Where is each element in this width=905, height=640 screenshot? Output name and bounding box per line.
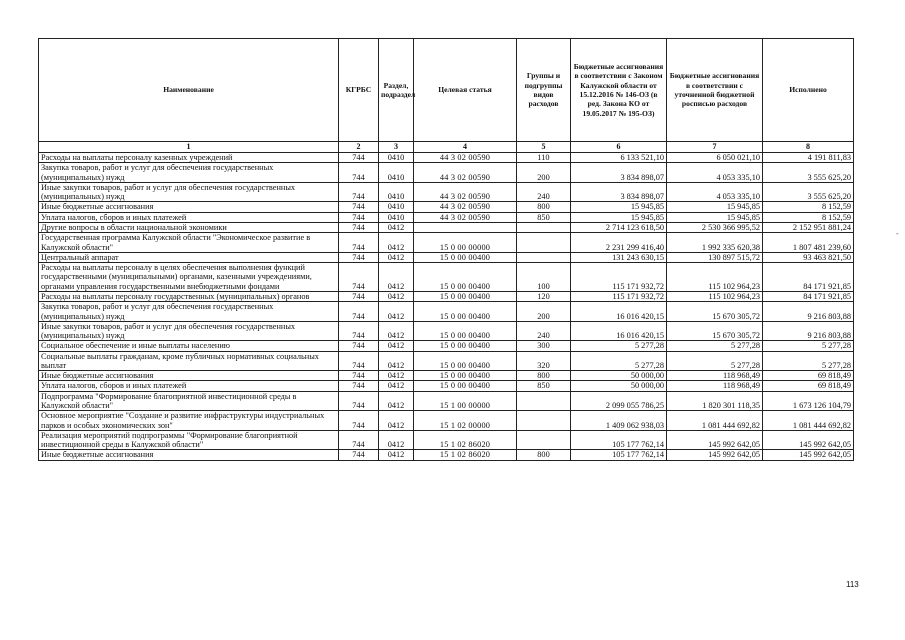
- row-budget-list: 2 530 366 995,52: [667, 222, 763, 232]
- column-number: 7: [667, 142, 763, 153]
- row-kgrbs: 744: [339, 182, 379, 202]
- row-name: Уплата налогов, сборов и иных платежей: [39, 381, 339, 391]
- row-target: 44 3 02 00590: [414, 163, 517, 183]
- table-row: [39, 182, 854, 202]
- row-executed: 1 807 481 239,60: [763, 233, 854, 253]
- table-row: [39, 291, 854, 301]
- row-expense-group: 850: [517, 381, 571, 391]
- row-budget-list: 118 968,49: [667, 371, 763, 381]
- row-section: 0412: [379, 302, 414, 322]
- table-row: [39, 302, 854, 322]
- header-budget-law: Бюджетные ассигнования в соответствии с Законом Калужской области от 15.12.2016 № 146-ОЗ (в ред. Закона КО от 19.05.2017 № 195-ОЗ): [571, 39, 667, 142]
- table-row: [39, 351, 854, 371]
- row-budget-list: 130 897 515,72: [667, 252, 763, 262]
- row-kgrbs: 744: [339, 212, 379, 222]
- header-executed: Исполнено: [763, 39, 854, 142]
- row-name: Расходы на выплаты персоналу казенных учреждений: [39, 153, 339, 163]
- table-row: [39, 222, 854, 232]
- column-number: 1: [39, 142, 339, 153]
- row-target: 15 1 00 00000: [414, 391, 517, 411]
- header-name: Наименование: [39, 39, 339, 142]
- row-budget-law: 3 834 898,07: [571, 182, 667, 202]
- column-number: 3: [379, 142, 414, 153]
- row-name: Закупка товаров, работ и услуг для обеспечения государственных (муниципальных) нужд: [39, 163, 339, 183]
- row-executed: 1 673 126 104,79: [763, 391, 854, 411]
- header-section: Раздел, подраздел: [379, 39, 414, 142]
- table-row: [39, 212, 854, 222]
- row-target: 15 0 00 00400: [414, 381, 517, 391]
- row-name: Социальные выплаты гражданам, кроме публичных нормативных социальных выплат: [39, 351, 339, 371]
- row-budget-law: 16 016 420,15: [571, 321, 667, 341]
- column-number: 5: [517, 142, 571, 153]
- row-budget-list: 15 945,85: [667, 212, 763, 222]
- row-section: 0410: [379, 182, 414, 202]
- row-executed: 3 555 625,20: [763, 163, 854, 183]
- row-name: Реализация мероприятий подпрограммы "Формирование благоприятной инвестиционной среды в Калужской области": [39, 430, 339, 450]
- row-section: 0412: [379, 351, 414, 371]
- table-row: [39, 391, 854, 411]
- row-section: 0412: [379, 263, 414, 292]
- row-expense-group: 800: [517, 202, 571, 212]
- row-expense-group: 240: [517, 182, 571, 202]
- row-kgrbs: 744: [339, 430, 379, 450]
- row-kgrbs: 744: [339, 252, 379, 262]
- row-executed: 84 171 921,85: [763, 291, 854, 301]
- header-kgrbs: КГРБС: [339, 39, 379, 142]
- table-row: [39, 202, 854, 212]
- row-budget-law: 115 171 932,72: [571, 263, 667, 292]
- row-expense-group: [517, 233, 571, 253]
- row-section: 0410: [379, 163, 414, 183]
- table-row: [39, 233, 854, 253]
- row-target: 15 0 00 00400: [414, 263, 517, 292]
- row-kgrbs: 744: [339, 450, 379, 460]
- row-executed: 2 152 951 881,24: [763, 222, 854, 232]
- row-section: 0412: [379, 222, 414, 232]
- header-budget-list: Бюджетные ассигнования в соответствии с уточненной бюджетной росписью расходов: [667, 39, 763, 142]
- row-budget-list: 6 050 021,10: [667, 153, 763, 163]
- row-section: 0410: [379, 153, 414, 163]
- row-target: 15 0 00 00400: [414, 321, 517, 341]
- row-budget-list: 115 102 964,23: [667, 291, 763, 301]
- row-target: 15 0 00 00400: [414, 371, 517, 381]
- row-kgrbs: 744: [339, 341, 379, 351]
- row-executed: 1 081 444 692,82: [763, 411, 854, 431]
- row-target: [414, 222, 517, 232]
- row-target: 15 1 02 00000: [414, 411, 517, 431]
- row-section: 0410: [379, 202, 414, 212]
- column-number: 8: [763, 142, 854, 153]
- row-executed: 9 216 803,88: [763, 302, 854, 322]
- row-budget-list: 1 081 444 692,82: [667, 411, 763, 431]
- row-name: Другие вопросы в области национальной экономики: [39, 222, 339, 232]
- row-name: Закупка товаров, работ и услуг для обеспечения государственных (муниципальных) нужд: [39, 302, 339, 322]
- row-executed: 145 992 642,05: [763, 450, 854, 460]
- row-budget-law: 115 171 932,72: [571, 291, 667, 301]
- row-name: Государственная программа Калужской области "Экономическое развитие в Калужской области": [39, 233, 339, 253]
- row-target: 15 1 02 86020: [414, 450, 517, 460]
- row-expense-group: 100: [517, 263, 571, 292]
- row-budget-list: 1 992 335 620,38: [667, 233, 763, 253]
- row-expense-group: [517, 411, 571, 431]
- row-section: 0412: [379, 321, 414, 341]
- table-row: [39, 252, 854, 262]
- row-target: 44 3 02 00590: [414, 182, 517, 202]
- row-budget-law: 1 409 062 938,03: [571, 411, 667, 431]
- row-kgrbs: 744: [339, 222, 379, 232]
- row-executed: 69 818,49: [763, 381, 854, 391]
- header-target: Целевая статья: [414, 39, 517, 142]
- row-name: Иные бюджетные ассигнования: [39, 202, 339, 212]
- row-budget-list: 5 277,28: [667, 351, 763, 371]
- row-budget-list: 4 053 335,10: [667, 182, 763, 202]
- row-target: 15 0 00 00400: [414, 341, 517, 351]
- row-budget-law: 5 277,28: [571, 341, 667, 351]
- row-target: 44 3 02 00590: [414, 212, 517, 222]
- budget-table: [38, 38, 854, 461]
- page-number: 113: [846, 580, 859, 589]
- row-kgrbs: 744: [339, 291, 379, 301]
- row-budget-law: 5 277,28: [571, 351, 667, 371]
- column-number: 2: [339, 142, 379, 153]
- row-name: Подпрограмма "Формирование благоприятной инвестиционной среды в Калужской области": [39, 391, 339, 411]
- row-expense-group: 800: [517, 371, 571, 381]
- row-budget-list: 4 053 335,10: [667, 163, 763, 183]
- table-row: [39, 321, 854, 341]
- row-kgrbs: 744: [339, 263, 379, 292]
- table-row: [39, 263, 854, 292]
- row-budget-law: 50 000,00: [571, 371, 667, 381]
- row-budget-law: 131 243 630,15: [571, 252, 667, 262]
- row-target: 15 0 00 00000: [414, 233, 517, 253]
- row-budget-list: 145 992 642,05: [667, 450, 763, 460]
- row-expense-group: 320: [517, 351, 571, 371]
- row-name: Иные бюджетные ассигнования: [39, 450, 339, 460]
- row-expense-group: 120: [517, 291, 571, 301]
- row-executed: 5 277,28: [763, 351, 854, 371]
- row-budget-law: 2 099 055 786,25: [571, 391, 667, 411]
- row-expense-group: 200: [517, 163, 571, 183]
- row-budget-law: 2 231 299 416,40: [571, 233, 667, 253]
- row-budget-list: 145 992 642,05: [667, 430, 763, 450]
- row-kgrbs: 744: [339, 233, 379, 253]
- row-expense-group: [517, 222, 571, 232]
- row-kgrbs: 744: [339, 163, 379, 183]
- row-expense-group: 110: [517, 153, 571, 163]
- row-section: 0412: [379, 430, 414, 450]
- header-expense-group: Группы и подгруппы видов расходов: [517, 39, 571, 142]
- row-expense-group: 800: [517, 450, 571, 460]
- row-budget-list: 5 277,28: [667, 341, 763, 351]
- row-executed: 8 152,59: [763, 202, 854, 212]
- row-kgrbs: 744: [339, 391, 379, 411]
- row-budget-law: 6 133 521,10: [571, 153, 667, 163]
- table-row: [39, 450, 854, 460]
- row-kgrbs: 744: [339, 381, 379, 391]
- column-number: 6: [571, 142, 667, 153]
- row-section: 0412: [379, 371, 414, 381]
- row-section: 0412: [379, 450, 414, 460]
- row-kgrbs: 744: [339, 153, 379, 163]
- row-target: 15 0 00 00400: [414, 351, 517, 371]
- row-kgrbs: 744: [339, 351, 379, 371]
- table-row: [39, 163, 854, 183]
- row-budget-list: 118 968,49: [667, 381, 763, 391]
- row-kgrbs: 744: [339, 371, 379, 381]
- table-row: [39, 341, 854, 351]
- row-section: 0412: [379, 341, 414, 351]
- table-row: [39, 430, 854, 450]
- row-kgrbs: 744: [339, 411, 379, 431]
- row-kgrbs: 744: [339, 302, 379, 322]
- row-expense-group: 300: [517, 341, 571, 351]
- row-expense-group: 200: [517, 302, 571, 322]
- row-section: 0412: [379, 391, 414, 411]
- row-name: Иные закупки товаров, работ и услуг для обеспечения государственных (муниципальных) нужд: [39, 321, 339, 341]
- row-section: 0412: [379, 233, 414, 253]
- row-expense-group: [517, 430, 571, 450]
- row-name: Иные закупки товаров, работ и услуг для обеспечения государственных (муниципальных) нужд: [39, 182, 339, 202]
- row-section: 0412: [379, 252, 414, 262]
- row-name: Центральный аппарат: [39, 252, 339, 262]
- header-row: [39, 39, 854, 142]
- row-expense-group: [517, 252, 571, 262]
- edge-mark: -: [896, 229, 899, 238]
- row-budget-law: 105 177 762,14: [571, 430, 667, 450]
- table-row: [39, 153, 854, 163]
- row-executed: 5 277,28: [763, 341, 854, 351]
- row-budget-law: 15 945,85: [571, 212, 667, 222]
- row-budget-list: 1 820 301 118,35: [667, 391, 763, 411]
- row-budget-law: 15 945,85: [571, 202, 667, 212]
- column-number: 4: [414, 142, 517, 153]
- row-kgrbs: 744: [339, 202, 379, 212]
- row-budget-law: 16 016 420,15: [571, 302, 667, 322]
- row-name: Социальное обеспечение и иные выплаты населению: [39, 341, 339, 351]
- row-name: Расходы на выплаты персоналу в целях обеспечения выполнения функций государственными (муниципальными) органами, казенными учреждениями, органами управления государственными внебюджетными фондами: [39, 263, 339, 292]
- row-executed: 93 463 821,50: [763, 252, 854, 262]
- row-section: 0410: [379, 212, 414, 222]
- row-name: Уплата налогов, сборов и иных платежей: [39, 212, 339, 222]
- row-executed: 9 216 803,88: [763, 321, 854, 341]
- row-executed: 69 818,49: [763, 371, 854, 381]
- row-target: 44 3 02 00590: [414, 202, 517, 212]
- row-name: Основное мероприятие "Создание и развитие инфраструктуры индустриальных парков и особых экономических зон": [39, 411, 339, 431]
- row-kgrbs: 744: [339, 321, 379, 341]
- row-target: 44 3 02 00590: [414, 153, 517, 163]
- row-name: Иные бюджетные ассигнования: [39, 371, 339, 381]
- row-expense-group: 240: [517, 321, 571, 341]
- row-budget-law: 105 177 762,14: [571, 450, 667, 460]
- table-row: [39, 371, 854, 381]
- row-expense-group: 850: [517, 212, 571, 222]
- table-row: [39, 411, 854, 431]
- row-budget-list: 15 670 305,72: [667, 321, 763, 341]
- row-budget-law: 2 714 123 618,50: [571, 222, 667, 232]
- row-section: 0412: [379, 411, 414, 431]
- row-budget-list: 115 102 964,23: [667, 263, 763, 292]
- row-executed: 145 992 642,05: [763, 430, 854, 450]
- row-target: 15 0 00 00400: [414, 291, 517, 301]
- row-budget-list: 15 945,85: [667, 202, 763, 212]
- table-body: [39, 153, 854, 461]
- row-target: 15 0 00 00400: [414, 252, 517, 262]
- row-expense-group: [517, 391, 571, 411]
- column-number-row: [39, 142, 854, 153]
- row-executed: 84 171 921,85: [763, 263, 854, 292]
- row-section: 0412: [379, 291, 414, 301]
- row-executed: 8 152,59: [763, 212, 854, 222]
- row-target: 15 1 02 86020: [414, 430, 517, 450]
- row-section: 0412: [379, 381, 414, 391]
- row-target: 15 0 00 00400: [414, 302, 517, 322]
- table-row: [39, 381, 854, 391]
- row-budget-list: 15 670 305,72: [667, 302, 763, 322]
- row-name: Расходы на выплаты персоналу государственных (муниципальных) органов: [39, 291, 339, 301]
- row-executed: 3 555 625,20: [763, 182, 854, 202]
- row-executed: 4 191 811,83: [763, 153, 854, 163]
- row-budget-law: 3 834 898,07: [571, 163, 667, 183]
- row-budget-law: 50 000,00: [571, 381, 667, 391]
